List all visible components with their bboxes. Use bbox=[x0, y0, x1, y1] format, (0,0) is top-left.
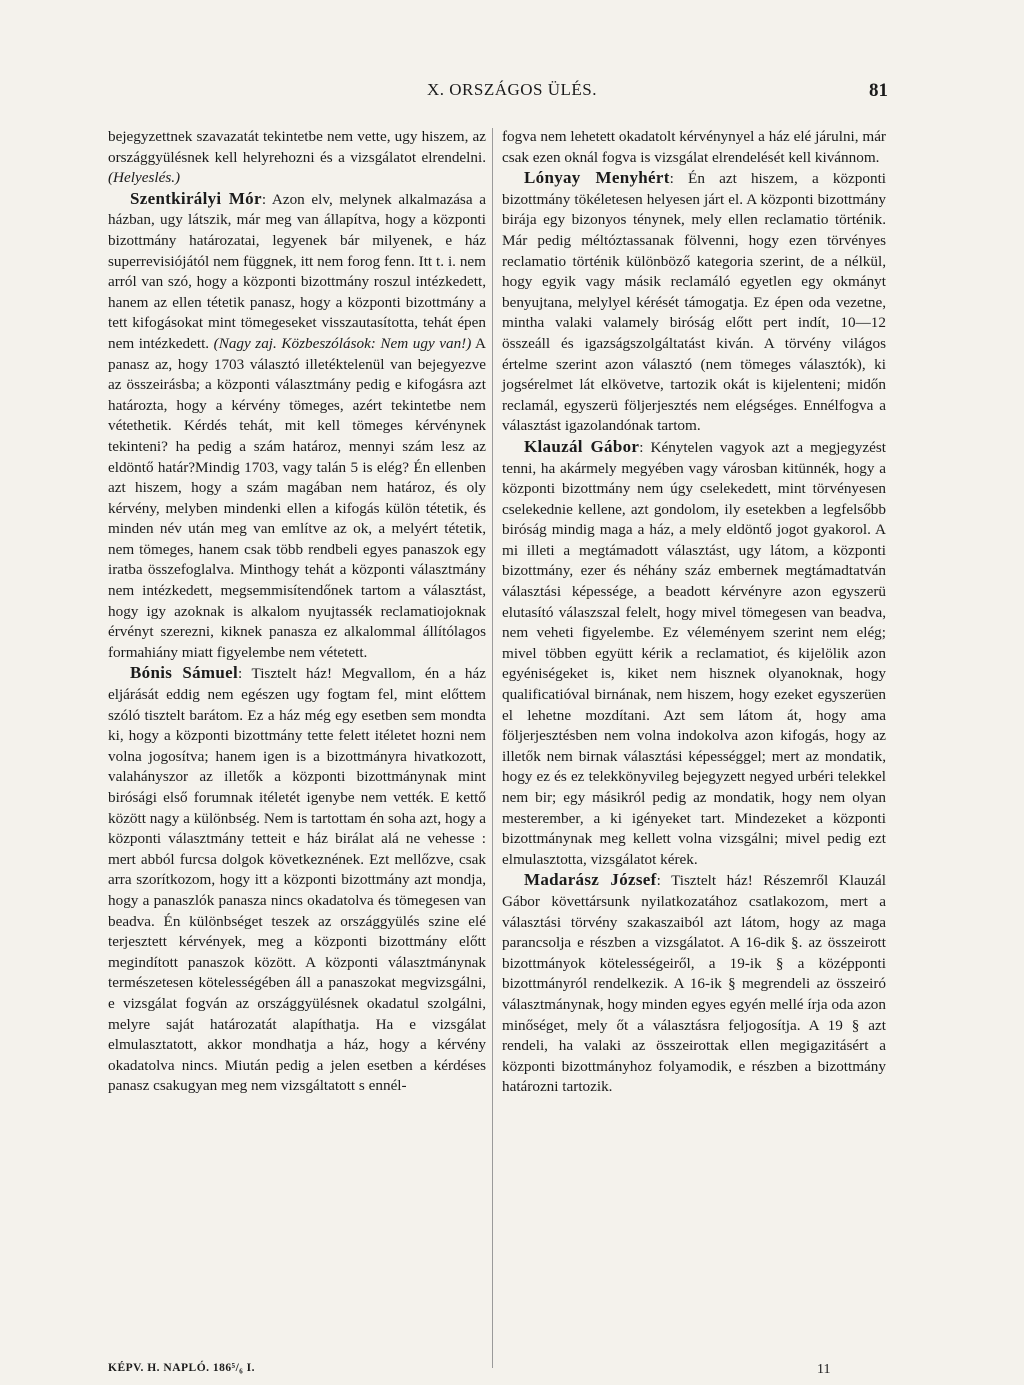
page-header-title: X. ORSZÁGOS ÜLÉS. bbox=[426, 80, 598, 99]
opening-remark: (Helyeslés.) bbox=[108, 169, 181, 187]
speaker-name: Bónis Sámuel bbox=[130, 663, 239, 683]
speech-lonyay bbox=[502, 168, 886, 437]
speech-text-continued: A panasz az, hogy 1703 választó illetéktelenül van bejegyezve az összeirásba; a központi választmány pedig e kifogásra azt határozta, hogy a kérvény tömeges, azért tekintetbe nem vétethetik. Kérdés tehát, mit kell tömeges kérvénynek tekinteni? ha pedig a szám határoz, mennyi szám lesz az eldöntő határ?Mindig 1703, vagy talán 5 is elég? Én ellenben azt hiszem, hogy a szám magában nem határoz, és oly kérvény, melyben mindenki ellen a kifogás külön tétetik, és minden név után meg van említve az ok, a melyért tétetik, nem tömeges, hanem csak több rendbeli egyes panaszok egy iratba összefoglalva. Minthogy tehát a központi választmány nem intézkedett, megsemmisítendőnek tartom a választást, hogy igy azoknak is alkalom nyujtassék reclamatiojoknak érvényt szerezni, kiknek panasza ez alkalommal állítólagos formahiány miatt figyelembe nem vétetett. bbox=[108, 334, 486, 661]
speech-text: : Tisztelt ház! Megvallom, én a ház eljárását eddig nem egészen ugy fogtam fel, mint előttem szóló tisztelt barátom. Ez a ház még egy esetben sem mondta ki, hogy a központi bizottmány tette felett itéletet hozni nem volna jogosítva; hanem igen is a bizottmányra hivatkozott, valahányszor az illetők a központi bizottmánynak mint birósági első forumnak itéletét igenybe nem vették. E kettő között nagy a különbség. Nem is tartottam én soha azt, hogy a központi választmány tetteit e ház birálat alá ne vehesse : mert abból furcsa dolgok következnének. Ezt mellőzve, csak arra szorítkozom, hogy itt a központi bizottmány azt mondja, hogy a panaszlók panasza nincs okadatolva és tömegesen van beadva. Én különbséget teszek az országgyülés szine elé terjesztett kérvények, meg a központi bizottmány előtt megindított panaszok között. A központi választmánynak természetesen kötelességében áll a panaszokat megvizsgálni, e vizsgálat fogván az országgyülésnek okadatul szolgálni, melyre saját határozatát alapíthatja. Ha e vizsgálat elmulasztatott, akkor mondhatja a ház, hogy a kérvény okadatolva nincs. Miután pedig a jelen esetben a kérdéses panasz csakugyan meg nem vizsgáltatott s ennél- bbox=[108, 665, 486, 1095]
right-column bbox=[502, 127, 886, 1098]
speech-text: : Kénytelen vagyok azt a megjegyzést tenni, ha akármely megyében vagy városban kitünnék, hogy a központi bizottmány nem úgy cselekedett, mint törvényesen cselekednie kellene, azt gondolom, ily esetekben a legfelsőbb biróság mindig maga a ház, a mely eldöntő jogot gyakorol. A mi illeti a megtámadott választást, ugy látom, a központi bizottmány, ezer és néhány száz embernek megtámadtatván választási képessége, a beadott kérvényre azon egyszerü elutasító válaszszal felelt, hogy mivel tömegesen van beadva, nem veheti figyelembe. Ez véleményem szerint nem elég; mivel többen együtt kérik a reclamatiot, és kijelölik azon egyéniségeket is, kiket nem hisznek olyanoknak, hogy qualificatióval birnának, nem hiszem, hogy ezeket egyszerüen el lehetne mozdítani. Azt sem látom át, hogy ama följerjesztésben nem volna indokolva azon kifogás, hogy az illetők nem birnak választási képességgel; mert az mondatik, hogy ez és ez telekkönyvileg bejegyzett negyed urbéri telekkel nem bir; egy másikról pedig az mondatik, hogy nem olyan mesterember, a ki igényeket tart. Mindezeket a központi bizottmánynak meg kellett volna vizsgálni; mivel pedig ezt elmulasztotta, vizsgálatot kérek. bbox=[502, 438, 886, 868]
speaker-name: Szentkirályi Mór bbox=[130, 188, 262, 208]
speech-text: : Azon elv, melynek alkalmazása a házban, ugy látszik, már meg van állapítva, hogy a központi bizottmány határozatai, legyenek bár milyenek, e ház superrevisiójától nem függnek, itt nem forog fenn. Itt t. i. nem arról van szó, hogy a központi bizottmány roszul intézkedett, hanem az ellen tétetik panasz, hogy a központi bizottmány a tett kifogásokat mint tömegeseket visszautasította, tehát épen nem intézkedett. bbox=[108, 190, 486, 352]
column-divider bbox=[492, 128, 493, 1368]
speech-klauzal bbox=[502, 437, 886, 870]
speaker-name: Klauzál Gábor bbox=[524, 436, 640, 456]
speech-szentkiralyi bbox=[108, 189, 486, 664]
speech-bonis bbox=[108, 663, 486, 1096]
footer-sheet-number: 11 bbox=[817, 1362, 831, 1377]
speech-text: : Tisztelt ház! Részemről Klauzál Gábor követtársunk nyilatkozatához csatlakozom, mert a választási törvény szakaszaiból azt látom, hogy az maga parancsolja e részben a vizsgálatot. A 16-dik §. az összeirott bizottmányok kötelességeiről, a 19-ik § a középponti bizottmányról rendelkezik. A 16-ik § megrendeli az összeiró választmánynak, hogy minden egyes egyén mellé írja oda azon minőséget, mely őt a választásra feljogosítja. A 19 § azt rendeli, ha valaki az összeirottak ellen megigazitásért a központi bizottmányhoz folyamodik, e részben a bizottmány határozni tartozik. bbox=[502, 872, 887, 1096]
left-column bbox=[108, 127, 486, 1097]
page-number: 81 bbox=[869, 80, 888, 101]
speaker-name: Madarász József bbox=[524, 870, 657, 890]
opening-paragraph bbox=[108, 127, 486, 189]
continuation-paragraph bbox=[502, 127, 886, 168]
footer-publication: KÉPV. H. NAPLÓ. 186⁵/₆ I. bbox=[108, 1362, 255, 1374]
speech-madarasz bbox=[502, 870, 886, 1098]
speech-text: : Én azt hiszem, a központi bizottmány tökéletesen helyesen járt el. A központi bizottmány birája egy bizonyos ténynek, mely ellen reclamatio történik. Már pedig méltóztassanak fölvenni, hogy ezen törvényes reclamatio történik különböző kategoria szerint, de a nélkül, hogy egyik vagy másik reclamáló egyetlen egy okmányt benyujtana, melylyel kérését támogatja. Ez épen oda vezetne, mintha valaki valamely biróság előtt pert indít, 10—12 összeáll és igazságszolgáltatást kiván. A törvény világos értelme szerint azon választó (nem tömeges választók), ki jogsérelmet lát elkövetve, tartozik okát is kijelenteni; midőn reclamál, egyszerü följerjesztés nem elégséges. Ennélfogva a választást igazolandónak tartom. bbox=[502, 170, 887, 435]
opening-text: bejegyzettnek szavazatát tekintetbe nem vette, ugy hiszem, az országgyülésnek kell helyrehozni és a vizsgálatot elrendelni. bbox=[108, 128, 486, 166]
speech-text: fogva nem lehetett okadatolt kérvénynyel a ház elé járulni, már csak ezen oknál fogva is vizsgálat elrendelését kell kivánnom. bbox=[502, 128, 886, 166]
speaker-name: Lónyay Menyhért bbox=[524, 168, 670, 188]
speech-interjection: (Nagy zaj. Közbeszólások: Nem ugy van!) bbox=[209, 334, 472, 352]
